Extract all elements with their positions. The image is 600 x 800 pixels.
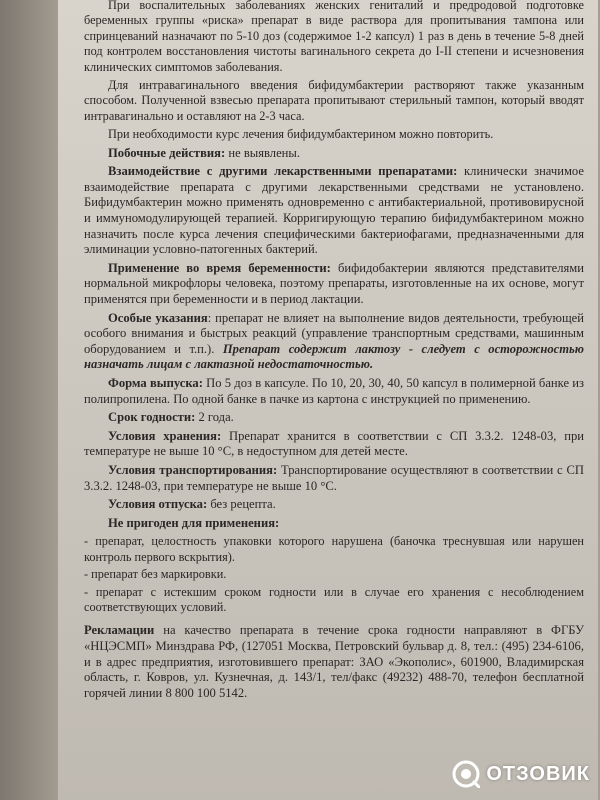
shelf-life-section <box>84 410 584 426</box>
interaction-label: Взаимодействие с другими лекарственными препаратами: <box>108 164 458 179</box>
background-shadow <box>0 0 58 800</box>
storage-section <box>84 429 584 460</box>
pregnancy-label: Применение во время беременности: <box>108 260 331 275</box>
form-text: По 5 доз в капсуле. По 10, 20, 30, 40, 50 капсул в полимерной банке из полипропилена. По одной банке в пачке из картона с инструкцией по применению. <box>84 375 585 406</box>
claims-section <box>84 623 584 701</box>
transport-section <box>84 463 584 494</box>
storage-text: Препарат хранится в соответствии с СП 3.3.2. 1248-03, при температуре не выше 10 °С, в недоступном для детей месте. <box>84 428 584 459</box>
lactose-warning: Препарат содержит лактозу - следует с осторожностью назначать лицам с лактазной недостаточностью. <box>84 341 584 372</box>
special-instructions-section <box>84 311 584 373</box>
instruction-leaflet <box>58 0 598 800</box>
shelf-label: Срок годности: <box>108 410 196 425</box>
special-label: Особые указания <box>108 310 208 325</box>
transport-label: Условия транспортирования: <box>108 462 278 477</box>
interaction-section <box>84 164 584 258</box>
side-effects-section <box>84 146 584 162</box>
unfit-item: - препарат с истекшим сроком годности или в случае его хранения с несоблюдением соответствующих условий. <box>84 584 584 614</box>
unfit-item: - препарат без маркировки. <box>84 567 227 582</box>
unfit-item: - препарат, целостность упаковки которого нарушена (баночка треснувшая или нарушен контроль первого вскрытия). <box>84 534 584 564</box>
otzovik-watermark <box>452 760 590 788</box>
transport-text: Транспортирование осуществляют в соответствии с СП 3.3.2. 1248-03, при температуре не выше 10 °С. <box>84 462 584 493</box>
dispensing-label: Условия отпуска: <box>108 497 208 512</box>
form-label: Форма выпуска: <box>108 375 203 390</box>
side-effects-text: не выявлены. <box>225 145 301 160</box>
pregnancy-text: бифидобактерии являются представителями нормальной микрофлоры человека, поэтому препараты, изготовленные на их основе, могут применятся при беременности и в период лактации. <box>84 260 584 306</box>
repeat-paragraph: При необходимости курс лечения бифидумбактерином можно повторить. <box>108 127 494 142</box>
otzovik-logo-icon <box>452 760 480 788</box>
release-form-section <box>84 376 584 407</box>
claims-text: на качество препарата в течение срока годности направляют в ФГБУ «НЦЭСМП» Минздрава РФ, (127051 Москва, Петровский бульвар д. 8, тел.: (495) 234-6106, и в адрес предприятия, изготовившего препарат: ЗАО «Экополис», 601900, Владимирская область, г. Ковров, ул. Кузнечная, д. 143/1, тел/факс (49232) 488-70, телефон бесплатной горячей линии 8 800 100 5142. <box>84 623 584 700</box>
side-effects-label: Побочные действия: <box>108 145 226 160</box>
pregnancy-section <box>84 261 584 308</box>
leaflet-text <box>84 0 584 704</box>
dosage-paragraph: При воспалительных заболеваниях женских гениталий и предродовой подготовке беременных группы «риска» препарат в виде раствора для пропитывания тампона или спринцеваний назначают по 5-10 доз (содержимое 1-2 капсул) 1 раз в день в течение 5-8 дней под контролем восстановления чистоты вагинального секрета до I-II степени и исчезновения клинических симптомов заболевания. <box>84 0 584 74</box>
claims-label: Рекламации <box>84 623 155 638</box>
dispensing-text: без рецепта. <box>207 497 276 512</box>
intravaginal-paragraph: Для интравагинального введения бифидумбактерии растворяют также указанным способом. Полученной взвесью препарата пропитывают стерильный тампон, который вводят интравагинально и оставляют на 2-3 часа. <box>84 78 584 123</box>
shelf-text: 2 года. <box>195 410 234 425</box>
watermark-text: ОТЗОВИК <box>486 762 590 785</box>
unfit-heading <box>84 516 584 532</box>
storage-label: Условия хранения: <box>108 428 222 443</box>
dispensing-section <box>84 497 584 513</box>
unfit-label: Не пригоден для применения: <box>108 515 280 530</box>
special-text: : препарат не влияет на выполнение видов деятельности, требующей особого внимания и быстрых реакций (управление транспортным средствами, машинным оборудованием и т.п.). <box>84 310 584 356</box>
interaction-text: клинически значимое взаимодействие препарата с другими лекарственными средствами не установлено. Бифидумбактерин можно применять одновременно с антибактериальной, противовирусной и иммуномодулирующей терапией. Корригирующую терапию бифидумбактерином можно назначить после курса лечения специфическими бактериофагами, предназначенными для элиминации условно-патогенных бактерий. <box>84 164 584 257</box>
